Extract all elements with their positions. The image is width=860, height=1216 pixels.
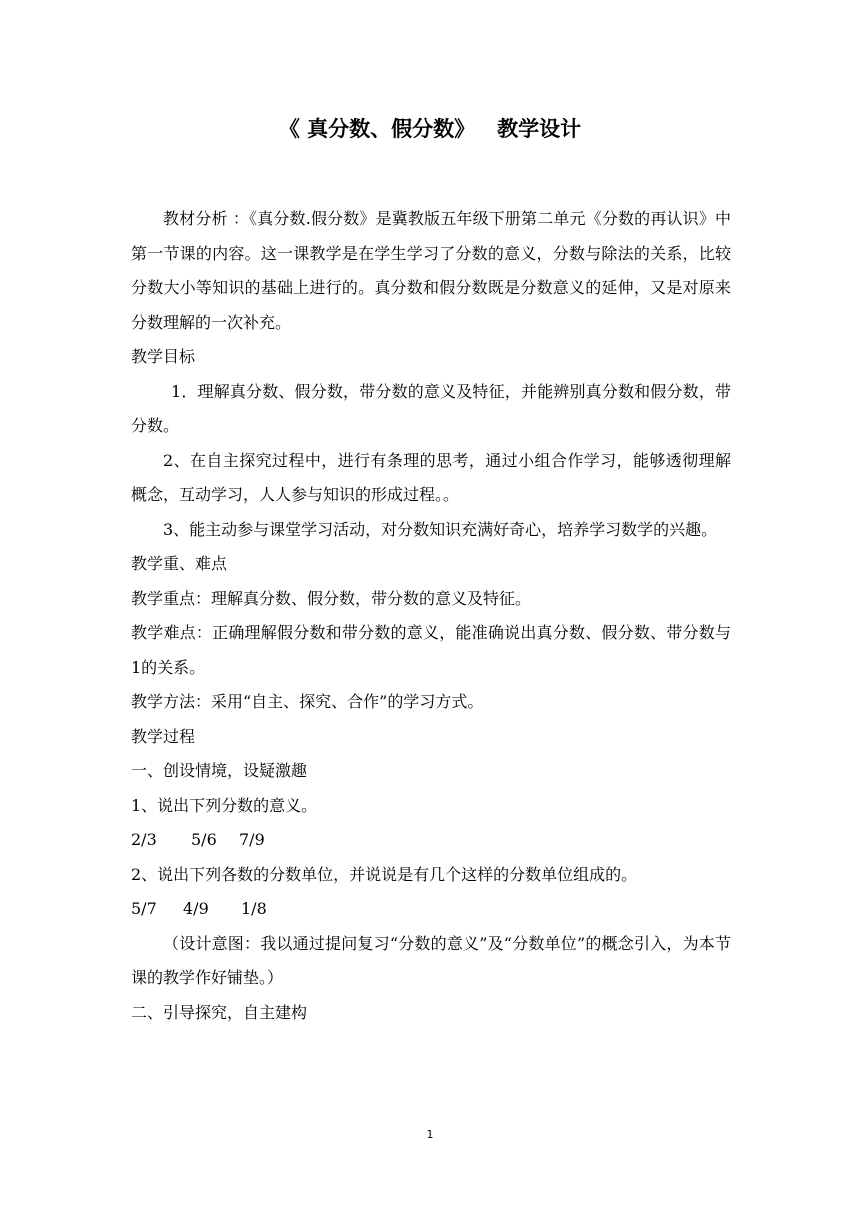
goal-3-paragraph: 3、能主动参与课堂学习活动，对分数知识充满好奇心，培养学习数学的兴趣。 [163,519,718,539]
fractions-list-2 [131,892,731,927]
section-1-heading: 一、创设情境，设疑激趣 [131,761,308,780]
fraction-value: 1/8 [241,899,267,918]
document-body [131,202,731,1030]
fractions-list-1 [131,823,731,858]
goal-1-paragraph: 1．理解真分数、假分数，带分数的意义及特征，并能辨别真分数和假分数，带分数。 [131,381,731,435]
page-number: 1 [426,1128,434,1141]
fraction-value: 7/9 [239,830,265,849]
design-intent-paragraph: （设计意图：我以通过提问复习“分数的意义”及“分数单位”的概念引入，为本节课的教学作好铺垫。） [131,933,731,987]
fraction-value: 4/9 [183,899,209,918]
section-2-heading: 二、引导探究，自主建构 [131,1002,308,1022]
fraction-value: 5/6 [191,830,217,849]
goal-2-paragraph: 2、在自主探究过程中，进行有条理的思考，通过小组合作学习，能够透彻理解概念，互动学习，人人参与知识的形成过程。。 [131,450,731,504]
teaching-goals-heading: 教学目标 [131,347,196,366]
key-difficult-heading: 教学重、难点 [131,554,228,573]
teaching-process-heading: 教学过程 [131,726,196,746]
document-title: 《 真分数、假分数》 教学设计 [278,117,582,141]
item-1-text: 1、说出下列分数的意义。 [131,795,318,815]
textbook-analysis-paragraph: 教材分析 ：《真分数.假分数》是冀教版五年级下册第二单元《分数的再认识》中第一节课的内容。这一课教学是在学生学习了分数的意义，分数与除法的关系，比较分数大小等知识的基础上进行的。真分数和假分数既是分数意义的延伸，又是对原来分数理解的一次补充。 [131,209,731,332]
teaching-method-paragraph: 教学方法：采用“自主、探究、合作”的学习方式。 [131,692,484,711]
fraction-value: 2/3 [131,830,157,849]
key-point-paragraph: 教学重点：理解真分数、假分数，带分数的意义及特征。 [131,588,532,608]
item-2-text: 2、说出下列各数的分数单位，并说说是有几个这样的分数单位组成的。 [131,864,638,884]
fraction-value: 5/7 [131,899,157,918]
difficult-point-paragraph: 教学难点：正确理解假分数和带分数的意义，能准确说出真分数、假分数、带分数与1的关系。 [131,623,731,677]
